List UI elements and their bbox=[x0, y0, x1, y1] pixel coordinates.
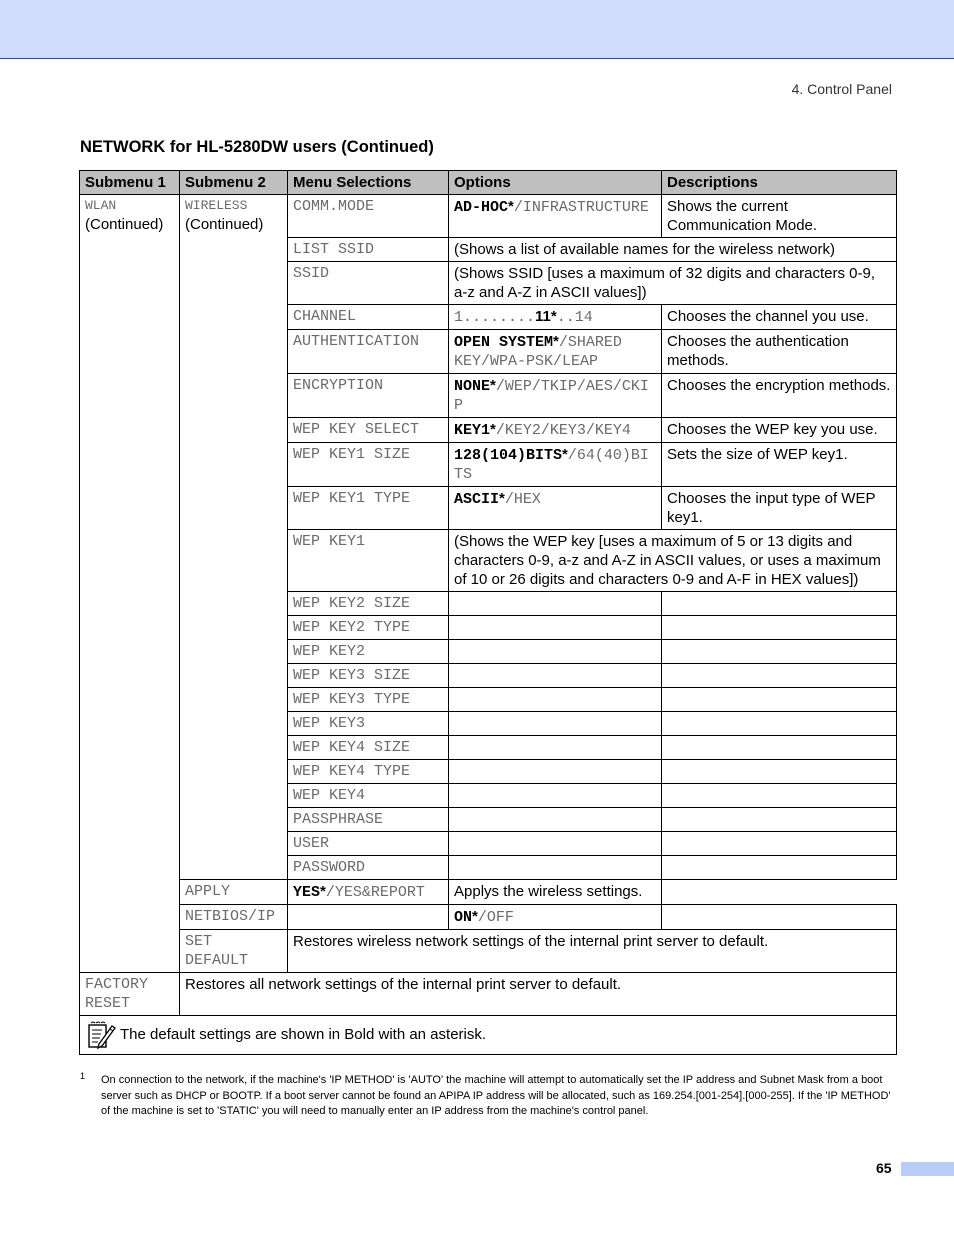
menu-wep-key2-size: WEP KEY2 SIZE bbox=[288, 592, 449, 616]
default-option: AD-HOC bbox=[454, 199, 509, 216]
network-settings-table bbox=[79, 170, 897, 1055]
menu-wep-key1-size: WEP KEY1 SIZE bbox=[288, 443, 449, 487]
table-row bbox=[80, 930, 897, 973]
submenu2-set-default bbox=[180, 930, 288, 973]
col-header-submenu2: Submenu 2 bbox=[180, 171, 288, 195]
desc-wep-key1-type: Chooses the input type of WEP key1. bbox=[662, 487, 897, 530]
desc-authentication: Chooses the authentication methods. bbox=[662, 330, 897, 374]
default-option: NONE bbox=[454, 378, 491, 395]
asterisk: * bbox=[550, 308, 557, 325]
default-option: OPEN SYSTEM bbox=[454, 334, 554, 351]
desc-wep-key1-size: Sets the size of WEP key1. bbox=[662, 443, 897, 487]
menu-wep-key4-size: WEP KEY4 SIZE bbox=[288, 736, 449, 760]
set-default-line2: DEFAULT bbox=[185, 952, 249, 969]
submenu2-wireless-cell bbox=[180, 195, 288, 880]
menu-wep-key1: WEP KEY1 bbox=[288, 530, 449, 592]
options-wep-key1-type bbox=[449, 487, 662, 530]
desc-wep-key1: (Shows the WEP key [uses a maximum of 5 or 13 digits and characters 0-9, a-z and A-Z in ASCII values, or uses a maximum of 10 or 26 digits and characters 0-9 and A-F in HEX values]) bbox=[449, 530, 897, 592]
other-options: /64(40)BITS bbox=[454, 447, 649, 483]
other-options: /SHARED KEY/WPA-PSK/LEAP bbox=[454, 334, 622, 370]
note-pencil-icon bbox=[86, 1020, 116, 1050]
options-authentication bbox=[449, 330, 662, 374]
col-header-menu-selections: Menu Selections bbox=[288, 171, 449, 195]
default-option: KEY1 bbox=[454, 422, 491, 439]
menu-wep-key2: WEP KEY2 bbox=[288, 640, 449, 664]
other-options: /INFRASTRUCTURE bbox=[513, 199, 649, 216]
other-options: /HEX bbox=[504, 491, 541, 508]
menu-user: USER bbox=[288, 832, 449, 856]
set-default-line1: SET bbox=[185, 933, 213, 950]
options-netbios bbox=[449, 905, 662, 930]
footnote bbox=[80, 1073, 895, 1120]
asterisk: * bbox=[472, 908, 478, 925]
submenu1-factory-reset bbox=[80, 973, 180, 1016]
factory-reset-line2: RESET bbox=[85, 995, 131, 1012]
table-row bbox=[80, 905, 897, 930]
other-options: ..14 bbox=[556, 309, 593, 326]
menu-password: PASSWORD bbox=[288, 856, 449, 880]
menu-list-ssid: LIST SSID bbox=[288, 238, 449, 262]
note-row bbox=[80, 1016, 897, 1055]
submenu1-wlan-cell bbox=[80, 195, 180, 973]
col-header-options: Options bbox=[449, 171, 662, 195]
options-wep-key-select bbox=[449, 418, 662, 443]
submenu2-netbios: NETBIOS/IP bbox=[180, 905, 288, 930]
options-wep-key1-size bbox=[449, 443, 662, 487]
chapter-label: 4. Control Panel bbox=[791, 81, 892, 97]
submenu2-continued: (Continued) bbox=[185, 216, 264, 233]
desc-set-default: Restores wireless network settings of the internal print server to default. bbox=[288, 930, 897, 973]
submenu2-wireless: WIRELESS bbox=[185, 198, 248, 213]
asterisk: * bbox=[320, 883, 326, 900]
menu-wep-key-select: WEP KEY SELECT bbox=[288, 418, 449, 443]
desc-apply: Applys the wireless settings. bbox=[449, 880, 662, 905]
note-cell bbox=[80, 1016, 897, 1055]
menu-ssid: SSID bbox=[288, 262, 449, 305]
section-title: NETWORK for HL-5280DW users (Continued) bbox=[80, 138, 434, 156]
options-encryption bbox=[449, 374, 662, 418]
col-header-descriptions: Descriptions bbox=[662, 171, 897, 195]
other-options: /KEY2/KEY3/KEY4 bbox=[495, 422, 631, 439]
menu-wep-key4: WEP KEY4 bbox=[288, 784, 449, 808]
menu-encryption: ENCRYPTION bbox=[288, 374, 449, 418]
desc-ssid: (Shows SSID [uses a maximum of 32 digits and characters 0-9, a-z and A-Z in ASCII values]) bbox=[449, 262, 897, 305]
asterisk: * bbox=[562, 446, 568, 463]
asterisk: * bbox=[499, 490, 505, 507]
desc-wep-key-select: Chooses the WEP key you use. bbox=[662, 418, 897, 443]
footnote-text: On connection to the network, if the machine's 'IP METHOD' is 'AUTO' the machine will attempt to automatically set the IP address and Subnet Mask from a boot server such as DHCP or BOOTP. If a boot server cannot be found an APIPA IP address will be allocated, such as 169.254.[001-254].[000-255]. If the 'IP METHOD' of the machine is set to 'STATIC' you will need to manually enter an IP address from the machine's control panel. bbox=[101, 1074, 891, 1117]
page-tab-decoration bbox=[901, 1162, 954, 1176]
menu-authentication: AUTHENTICATION bbox=[288, 330, 449, 374]
options-channel bbox=[449, 305, 662, 330]
table-row bbox=[80, 973, 897, 1016]
options-comm-mode bbox=[449, 195, 662, 238]
other-options: /WEP/TKIP/AES/CKIP bbox=[454, 378, 649, 414]
options-apply bbox=[288, 880, 449, 905]
col-header-submenu1: Submenu 1 bbox=[80, 171, 180, 195]
default-option: 11 bbox=[535, 308, 551, 325]
asterisk: * bbox=[490, 421, 496, 438]
page-number: 65 bbox=[876, 1160, 892, 1176]
desc-encryption: Chooses the encryption methods. bbox=[662, 374, 897, 418]
menu-wep-key3: WEP KEY3 bbox=[288, 712, 449, 736]
table-header-row bbox=[80, 171, 897, 195]
submenu1-wlan: WLAN bbox=[85, 198, 117, 213]
desc-comm-mode: Shows the current Communication Mode. bbox=[662, 195, 897, 238]
submenu1-continued: (Continued) bbox=[85, 216, 164, 233]
menu-wep-key1-type: WEP KEY1 TYPE bbox=[288, 487, 449, 530]
menu-wep-key3-size: WEP KEY3 SIZE bbox=[288, 664, 449, 688]
note-text: The default settings are shown in Bold with an asterisk. bbox=[120, 1025, 487, 1043]
menu-passphrase: PASSPHRASE bbox=[288, 808, 449, 832]
asterisk: * bbox=[490, 377, 496, 394]
default-option: ASCII bbox=[454, 491, 500, 508]
asterisk: * bbox=[553, 333, 559, 350]
default-option: ON bbox=[454, 909, 473, 926]
menu-channel: CHANNEL bbox=[288, 305, 449, 330]
menu-wep-key4-type: WEP KEY4 TYPE bbox=[288, 760, 449, 784]
other-options: /OFF bbox=[477, 909, 514, 926]
default-option: YES bbox=[293, 884, 321, 901]
option-start: 1........ bbox=[454, 309, 536, 326]
header-band bbox=[0, 0, 954, 59]
desc-factory-reset: Restores all network settings of the internal print server to default. bbox=[180, 973, 897, 1016]
factory-reset-line1: FACTORY bbox=[85, 976, 149, 993]
table-row bbox=[80, 195, 897, 238]
footnote-number: 1 bbox=[80, 1071, 86, 1081]
desc-channel: Chooses the channel you use. bbox=[662, 305, 897, 330]
asterisk: * bbox=[508, 198, 514, 215]
menu-wep-key2-type: WEP KEY2 TYPE bbox=[288, 616, 449, 640]
menu-wep-key3-type: WEP KEY3 TYPE bbox=[288, 688, 449, 712]
desc-list-ssid: (Shows a list of available names for the wireless network) bbox=[449, 238, 897, 262]
menu-apply: APPLY bbox=[180, 880, 288, 905]
menu-comm-mode: COMM.MODE bbox=[288, 195, 449, 238]
default-option: 128(104)BITS bbox=[454, 447, 563, 464]
other-options: /YES&REPORT bbox=[325, 884, 425, 901]
table-row bbox=[80, 880, 897, 905]
